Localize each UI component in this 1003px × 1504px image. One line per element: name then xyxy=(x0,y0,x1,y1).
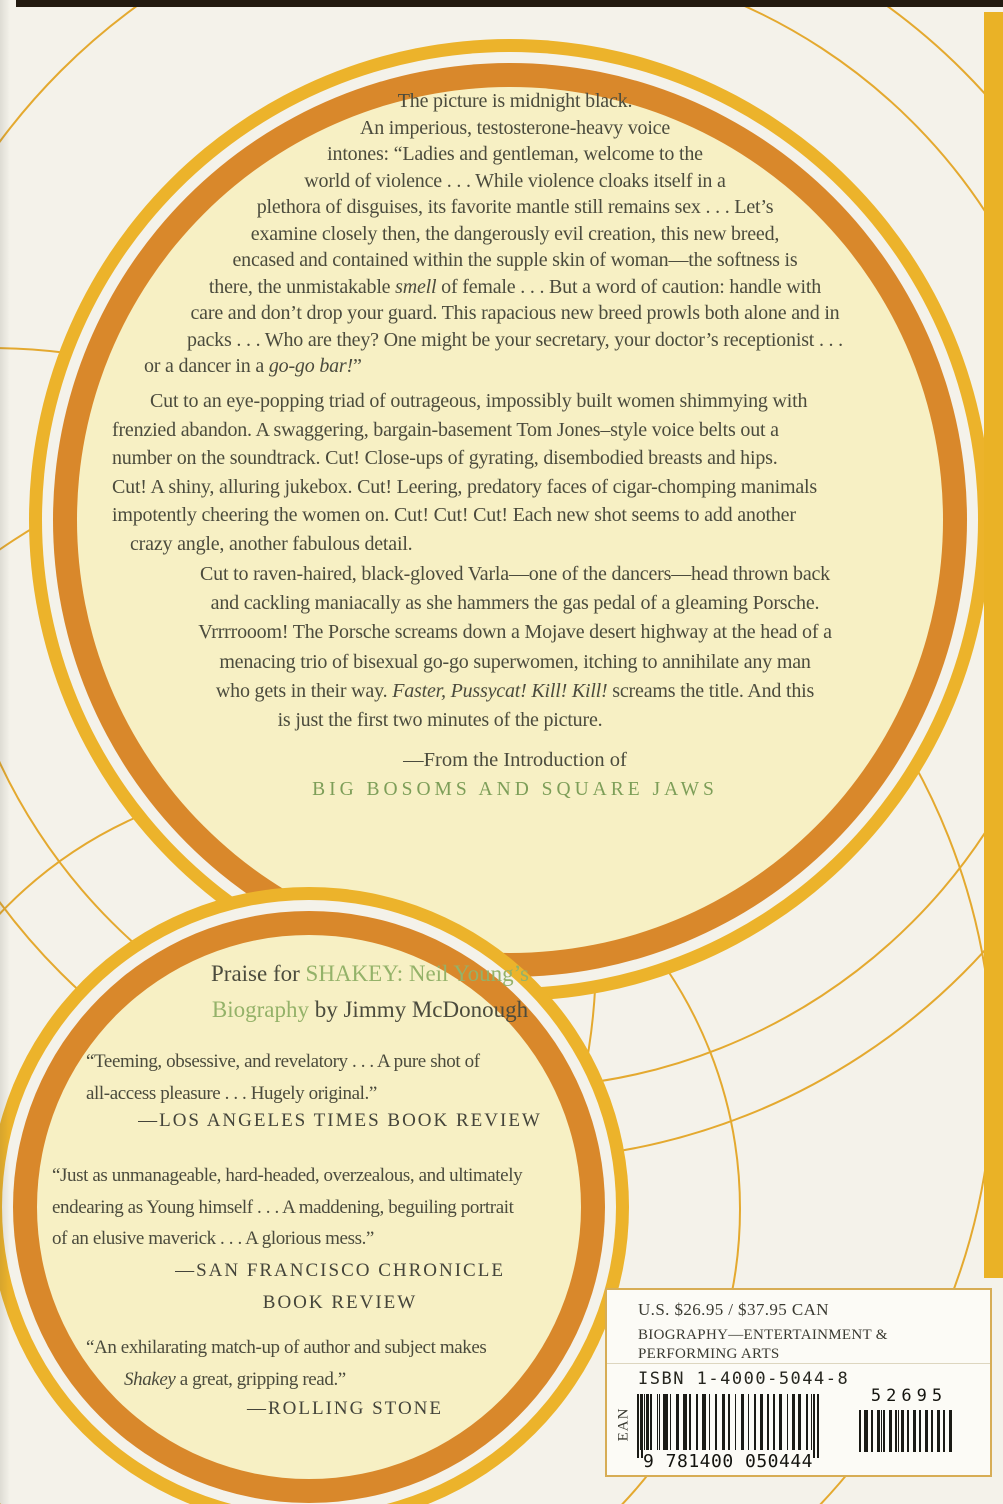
left-edge-shadow xyxy=(0,0,10,1504)
shakey-title-part-2: Biography xyxy=(211,997,309,1022)
quote-la-times: “Teeming, obsessive, and revelatory . . . A pure shot of all-access pleasure . . . Hugely original.” xyxy=(86,1051,480,1104)
book-title: BIG BOSOMS AND SQUARE JAWS xyxy=(312,779,718,800)
spine-edge-strip xyxy=(984,12,1003,1278)
praise-heading-line-2 xyxy=(60,992,680,1028)
intro-paragraph-1: The picture is midnight black. An imperious, testosterone-heavy voice intones: “Ladies and gentleman, welcome to the world of violence . . . While violence cloaks itself in a plethora of disguises, its favorite mantle still remains sex . . . Let’s examine closely then, the dangerously evil creation, this new breed, encased and contained within the supple skin of woman—the softness is there, the unmistakable smell of female . . . But a word of caution: handle with care and don’t drop your guard. This rapacious new breed prowls both alone and in packs . . . Who are they? One might be your secretary, your doctor’s receptionist . . . or a dancer in a go-go bar!” xyxy=(144,90,843,377)
praise-heading-suffix: by Jimmy McDonough xyxy=(308,997,529,1022)
praise-heading xyxy=(60,956,680,1028)
divider-rule xyxy=(607,1363,990,1364)
intro-paragraph-2: Cut to an eye-popping triad of outrageous, impossibly built women shimmying with frenzied abandon. A swaggering, bargain-basement Tom Jones–style voice belts out a number on the soundtrack. Cut! Close-ups of gyrating, disembodied breasts and hips. Cut! A shiny, alluring jukebox. Cut! Leering, predatory faces of cigar-chomping manimals impotently cheering the women on. Cut! Cut! Cut! Each new shot seems to add another crazy angle, another fabulous detail. xyxy=(112,390,817,555)
ean-barcode-digits: 9 781400 050444 xyxy=(642,1451,814,1472)
top-edge-shadow xyxy=(16,0,1003,7)
shakey-title-part-1: SHAKEY: Neil Young’s xyxy=(305,961,529,986)
category-line-1: BIOGRAPHY—ENTERTAINMENT & xyxy=(638,1327,888,1343)
addon-barcode xyxy=(859,1410,953,1452)
ean-barcode xyxy=(637,1394,819,1450)
barcode-panel xyxy=(605,1288,992,1477)
intro-attribution: —From the Introduction of xyxy=(403,749,627,771)
quote-source-la-times: —LOS ANGELES TIMES BOOK REVIEW xyxy=(138,1110,542,1131)
quote-source-sf-chronicle: —SAN FRANCISCO CHRONICLE BOOK REVIEW xyxy=(175,1260,505,1313)
intro-paragraph-3: Cut to raven-haired, black-gloved Varla—one of the dancers—head thrown back and cackling maniacally as she hammers the gas pedal of a gleaming Porsche. Vrrrrooom! The Porsche screams down a Mojave desert highway at the head of a menacing trio of bisexual go-go superwomen, itching to annihilate any man who gets in their way. Faster, Pussycat! Kill! Kill! screams the title. And this is just the first two minutes of the picture. xyxy=(198,563,832,732)
quote-sf-chronicle: “Just as unmanageable, hard-headed, overzealous, and ultimately endearing as Young himself . . . A maddening, beguiling portrait of an elusive maverick . . . A glorious mess.” xyxy=(52,1165,523,1249)
category-text xyxy=(638,1326,888,1364)
ean-label: EAN xyxy=(615,1407,632,1442)
praise-heading-prefix: Praise for xyxy=(211,961,306,986)
praise-heading-line-1 xyxy=(60,956,680,992)
quote-source-rolling-stone: —ROLLING STONE xyxy=(246,1398,443,1419)
addon-barcode-digits: 52695 xyxy=(870,1386,948,1406)
quote-rolling-stone: “An exhilarating match-up of author and subject makes Shakey a great, gripping read.” xyxy=(86,1337,487,1390)
isbn-text: ISBN 1-4000-5044-8 xyxy=(638,1369,850,1389)
category-line-2: PERFORMING ARTS xyxy=(638,1346,780,1362)
price-text: U.S. $26.95 / $37.95 CAN xyxy=(638,1300,829,1319)
